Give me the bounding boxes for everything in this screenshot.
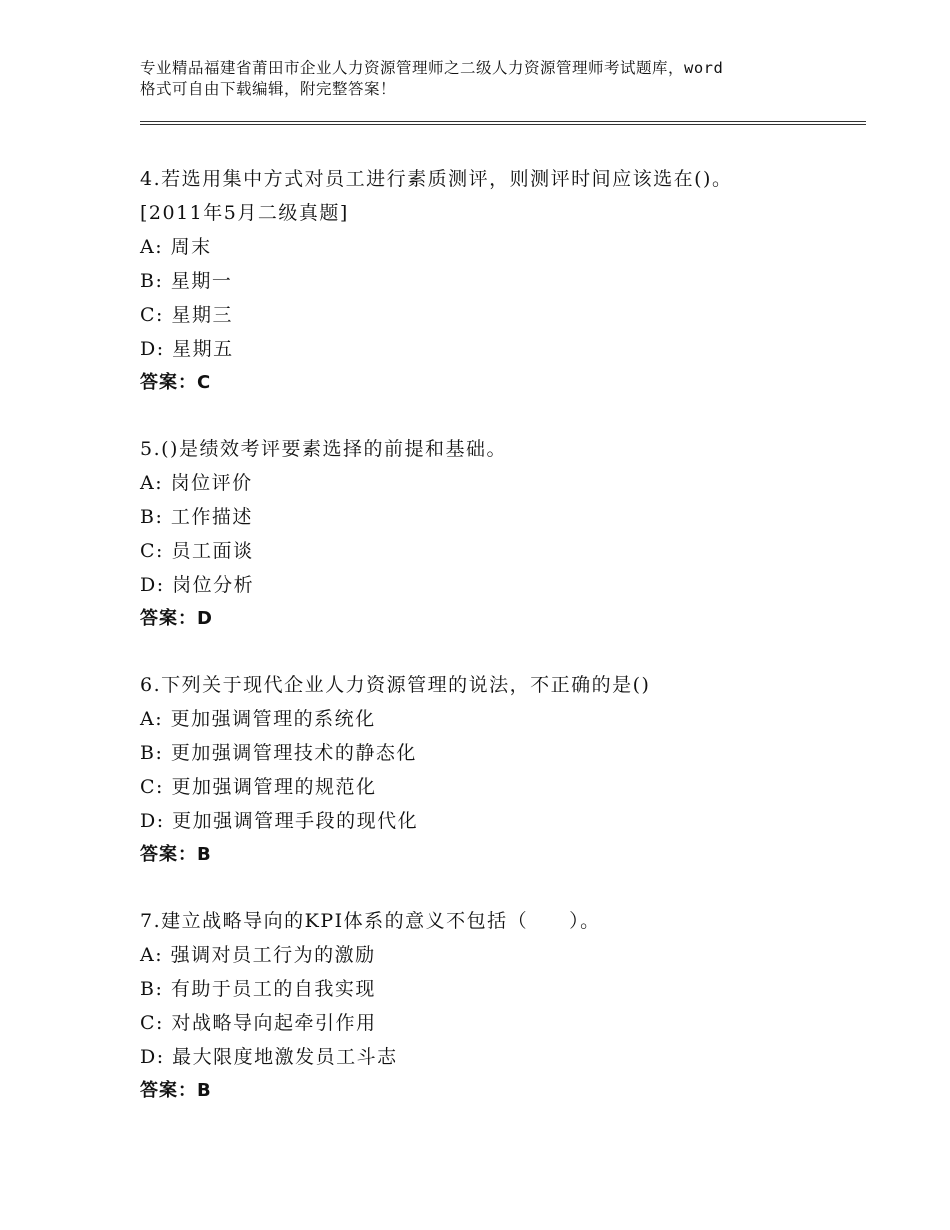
document-header xyxy=(140,58,840,100)
question-stem: 4.若选用集中方式对员工进行素质测评，则测评时间应该选在()。 xyxy=(140,168,733,190)
option-b: B: 有助于员工的自我实现 xyxy=(140,978,376,1000)
option-b: B: 更加强调管理技术的静态化 xyxy=(140,742,417,764)
option-c: C: 更加强调管理的规范化 xyxy=(140,776,377,798)
question-6 xyxy=(140,668,880,872)
option-b: B: 工作描述 xyxy=(140,506,253,528)
question-stem: 6.下列关于现代企业人力资源管理的说法，不正确的是() xyxy=(140,674,651,696)
question-stem: 5.()是绩效考评要素选择的前提和基础。 xyxy=(140,438,507,460)
question-list xyxy=(140,162,880,1140)
option-d: D: 更加强调管理手段的现代化 xyxy=(140,810,419,832)
answer: 答案：D xyxy=(140,608,213,629)
question-4 xyxy=(140,162,880,400)
header-line-2: 格式可自由下载编辑，附完整答案！ xyxy=(140,80,397,98)
answer: 答案：B xyxy=(140,844,212,865)
option-a: A: 岗位评价 xyxy=(140,472,253,494)
header-divider-bottom xyxy=(140,124,866,125)
option-c: C: 员工面谈 xyxy=(140,540,254,562)
option-a: A: 更加强调管理的系统化 xyxy=(140,708,376,730)
question-stem: 7.建立战略导向的KPI体系的意义不包括（ ）。 xyxy=(140,910,601,932)
header-line-1: 专业精品福建省莆田市企业人力资源管理师之二级人力资源管理师考试题库，word xyxy=(140,59,724,77)
option-d: D: 岗位分析 xyxy=(140,574,255,596)
option-c: C: 星期三 xyxy=(140,304,233,326)
option-d: D: 星期五 xyxy=(140,338,234,360)
option-a: A: 强调对员工行为的激励 xyxy=(140,944,376,966)
question-5 xyxy=(140,432,880,636)
option-c: C: 对战略导向起牵引作用 xyxy=(140,1012,377,1034)
option-b: B: 星期一 xyxy=(140,270,233,292)
answer: 答案：B xyxy=(140,1080,212,1101)
option-a: A: 周末 xyxy=(140,236,212,258)
question-source: [2011年5月二级真题] xyxy=(140,202,349,224)
header-divider-top xyxy=(140,121,866,122)
question-7 xyxy=(140,904,880,1108)
option-d: D: 最大限度地激发员工斗志 xyxy=(140,1046,398,1068)
answer: 答案：C xyxy=(140,372,212,393)
